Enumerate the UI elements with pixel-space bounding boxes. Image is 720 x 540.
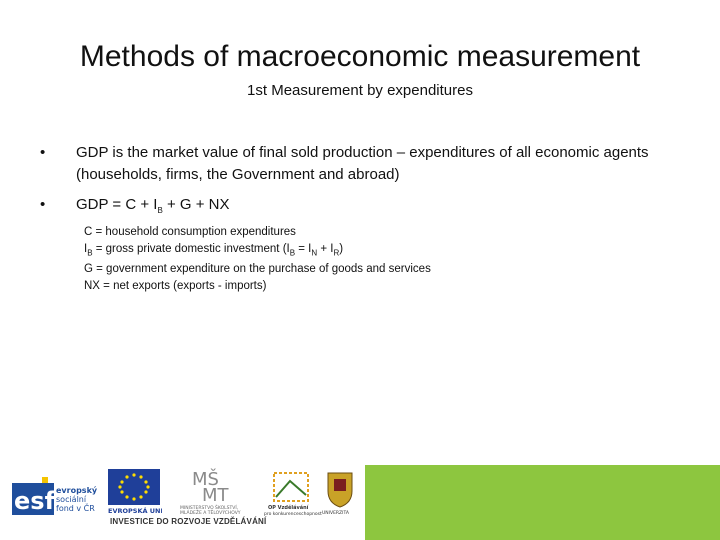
svg-text:OP Vzdělávání: OP Vzdělávání	[268, 505, 309, 511]
svg-text:MT: MT	[202, 485, 229, 506]
university-logo	[322, 469, 358, 517]
formula-pre: GDP = C + I	[76, 196, 158, 213]
esf-logo-icon	[12, 473, 98, 517]
def-ib	[84, 241, 684, 262]
def-ib-part: = gross private domestic investment (I	[92, 242, 290, 255]
msmt-logo-icon	[180, 467, 258, 515]
def-c: C = household consumption expenditures	[84, 226, 296, 238]
svg-text:MLÁDEŽE A TĚLOVÝCHOVY: MLÁDEŽE A TĚLOVÝCHOVY	[180, 511, 241, 515]
svg-text:pro konkurenceschopnost: pro konkurenceschopnost	[264, 512, 322, 517]
op-vk-logo	[262, 467, 324, 517]
svg-text:UNIVERZITA: UNIVERZITA	[322, 511, 349, 516]
svg-text:fond v ČR: fond v ČR	[56, 504, 95, 513]
def-ib-part: + I	[317, 242, 334, 255]
bullet-glyph: •	[40, 144, 46, 161]
definitions-block	[84, 224, 684, 294]
formula-post: + G + NX	[162, 196, 230, 213]
eu-flag-icon	[106, 469, 162, 515]
eu-label: EVROPSKÁ UNIE	[108, 507, 162, 515]
def-ib-sub: N	[311, 247, 318, 257]
def-g: G = government expenditure on the purchase of goods and services	[84, 263, 431, 276]
bullet-glyph: •	[40, 196, 46, 213]
def-ib-part: )	[339, 242, 344, 255]
op-vk-icon	[262, 467, 324, 517]
bullet-gdp-definition	[40, 142, 680, 186]
bullet-text: GDP is the market value of final sold production – expenditures of all economic agents (households, firms, the Government and abroad)	[76, 144, 649, 183]
eu-logo	[106, 469, 162, 515]
svg-text:evropský: evropský	[56, 486, 98, 495]
def-ib-sub: B	[87, 247, 93, 257]
msmt-logo	[180, 467, 258, 515]
bullet-list	[40, 142, 680, 222]
svg-text:sociální: sociální	[56, 495, 87, 504]
slide-title: Methods of macroeconomic measurement	[79, 40, 641, 73]
svg-text:esf: esf	[14, 487, 56, 515]
university-crest-icon	[322, 469, 358, 517]
svg-text:MŠ: MŠ	[192, 469, 219, 490]
def-ib-sub: B	[289, 247, 296, 257]
bullet-gdp-formula	[40, 194, 680, 222]
svg-text:MINISTERSTVO ŠKOLSTVÍ,: MINISTERSTVO ŠKOLSTVÍ,	[180, 506, 239, 511]
formula-sub: B	[157, 206, 163, 215]
def-nx: NX = net exports (exports - imports)	[84, 279, 267, 292]
esf-logo	[12, 473, 98, 517]
def-ib-part: I	[84, 242, 88, 255]
def-ib-part: = I	[295, 242, 312, 255]
def-ib-sub: R	[333, 247, 340, 257]
slide-subtitle: 1st Measurement by expenditures	[247, 82, 473, 99]
footer-caption: INVESTICE DO ROZVOJE VZDĚLÁVÁNÍ	[110, 517, 267, 526]
logo-strip	[0, 465, 720, 540]
